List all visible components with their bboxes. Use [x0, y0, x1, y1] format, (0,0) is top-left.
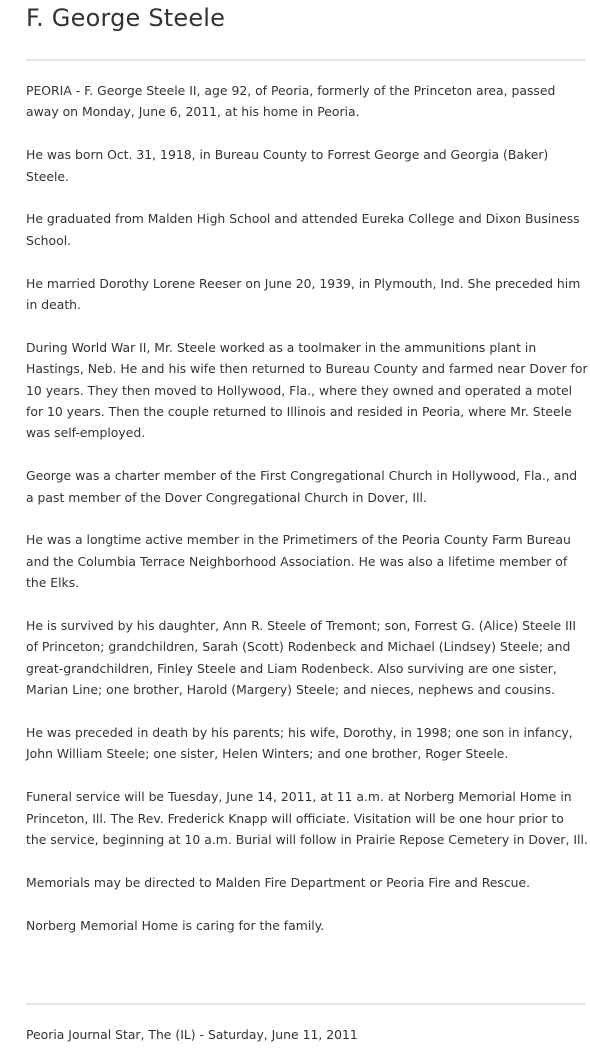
obituary-body: [26, 80, 588, 957]
paragraph-funeral: Funeral service will be Tuesday, June 14, 2011, at 11 a.m. at Norberg Memorial Home in Princeton, Ill. The Rev. Frederick Knapp will officiate. Visitation will be one hour prior to the service, beginning at 10 a.m. Burial will follow in Prairie Repose Cemetery in Dover, Ill.: [26, 789, 588, 848]
page-title: F. George Steele: [26, 4, 226, 32]
paragraph-memorials: Memorials may be directed to Malden Fire Department or Peoria Fire and Rescue.: [26, 874, 531, 890]
paragraph-education: He graduated from Malden High School and attended Eureka College and Dixon Business School.: [26, 211, 580, 248]
paragraph-death-notice: PEORIA - F. George Steele II, age 92, of Peoria, formerly of the Princeton area, passed away on Monday, June 6, 2011, at his home in Peoria.: [26, 83, 556, 120]
paragraph-marriage: He married Dorothy Lorene Reeser on June 20, 1939, in Plymouth, Ind. She preceded him in death.: [26, 275, 581, 313]
title-divider: [26, 59, 585, 61]
paragraph-survivors: He is survived by his daughter, Ann R. Steele of Tremont; son, Forrest G. (Alice) Steele III of Princeton; grandchildren, Sarah (Scott) Rodenbeck and Michael (Lindsey) Steele; and great-grandchildren, Finley Steele and Liam Rodenbeck. Also surviving are one sister, Marian Line; one brother, Harold (Margery) Steele; and nieces, nephews and cousins.: [26, 618, 577, 698]
footer-divider: [26, 1003, 585, 1005]
paragraph-career: During World War II, Mr. Steele worked as a toolmaker in the ammunitions plant in Hastings, Neb. He and his wife then returned to Bureau County and farmed near Dover for 10 years. They then moved to Hollywood, Fla., where they owned and operated a motel for 10 years. Then the couple returned to Illinois and resided in Peoria, where Mr. Steele was self-employed.: [26, 339, 588, 441]
paragraph-memberships: He was a longtime active member in the Primetimers of the Peoria County Farm Bureau and the Columbia Terrace Neighborhood Association. He was also a lifetime member of the Elks.: [26, 532, 571, 591]
paragraph-preceded: He was preceded in death by his parents; his wife, Dorothy, in 1998; one son in infancy, John William Steele; one sister, Helen Winters; and one brother, Roger Steele.: [26, 725, 573, 762]
paragraph-birth: He was born Oct. 31, 1918, in Bureau County to Forrest George and Georgia (Baker) Steele.: [26, 147, 549, 184]
source-citation: Peoria Journal Star, The (IL) - Saturday, June 11, 2011: [26, 1027, 358, 1042]
paragraph-church: George was a charter member of the First Congregational Church in Hollywood, Fla., and a past member of the Dover Congregational Church in Dover, Ill.: [26, 468, 578, 505]
paragraph-arrangements: Norberg Memorial Home is caring for the family.: [26, 917, 325, 933]
